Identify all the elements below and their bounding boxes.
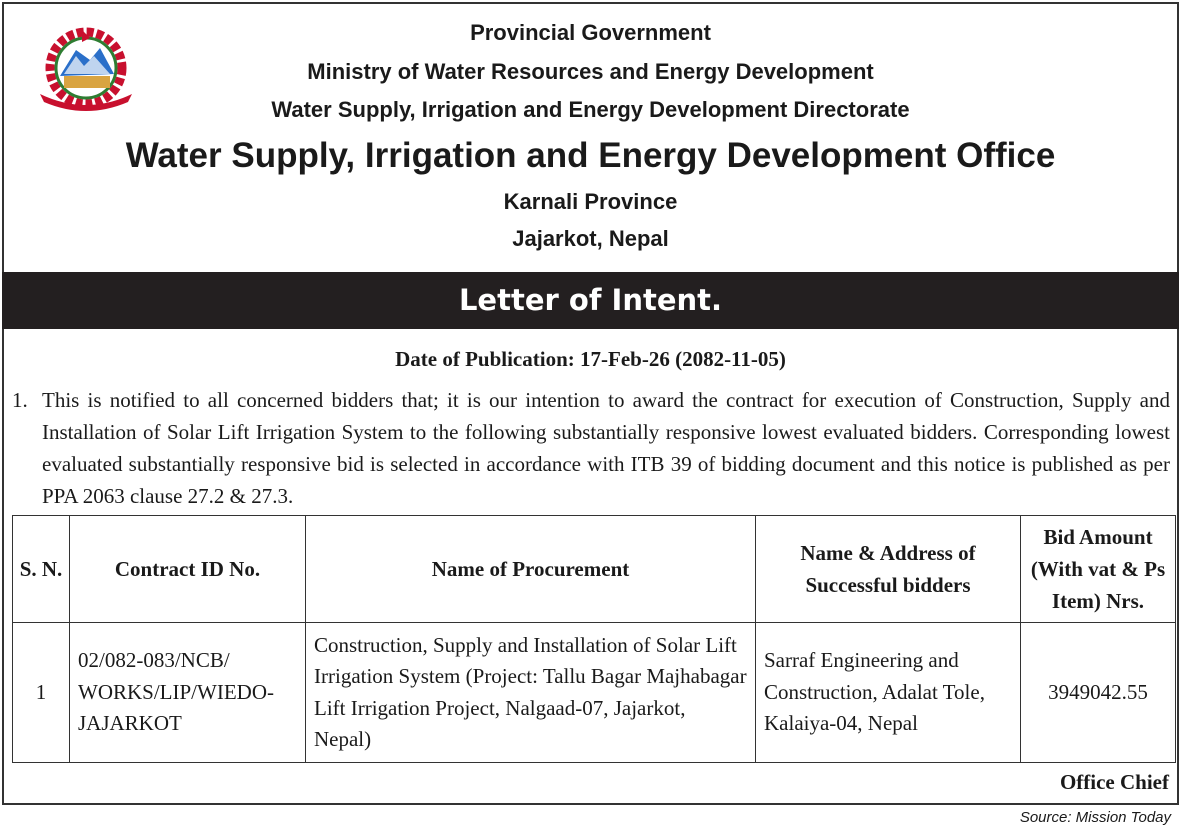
header-directorate: Water Supply, Irrigation and Energy Development Directorate [271, 97, 910, 122]
table-header-row [13, 516, 1176, 623]
notice-paragraph [12, 384, 1170, 512]
cell-amount: 3949042.55 [1021, 623, 1176, 763]
cell-sn: 1 [13, 623, 70, 763]
col-procurement: Name of Procurement [306, 516, 756, 623]
header-ministry: Ministry of Water Resources and Energy Development [307, 59, 874, 84]
signature-office-chief: Office Chief [1059, 770, 1169, 794]
header-province: Karnali Province [503, 189, 678, 214]
table-row [13, 623, 1176, 763]
col-contract-id: Contract ID No. [70, 516, 306, 623]
cell-contract-id: 02/082-083/NCB/ WORKS/LIP/WIEDO-JAJARKOT [70, 623, 306, 763]
source-credit: Source: Mission Today [1019, 809, 1171, 826]
col-sn: S. N. [13, 516, 70, 623]
col-bidder: Name & Address of Successful bidders [756, 516, 1021, 623]
header-office: Water Supply, Irrigation and Energy Development Office [125, 136, 1056, 175]
paragraph-text: This is notified to all concerned bidders that; it is our intention to award the contract for execution of Construction, Supply and Installation of Solar Lift Irrigation System to the following substantially responsive lowest evaluated bidders. Corresponding lowest evaluated substantially responsive bid is selected in accordance with ITB 39 of bidding document and this notice is published as per PPA 2063 clause 27.2 & 27.3. [42, 388, 1170, 508]
header-line1: Provincial Government [470, 20, 711, 45]
publication-date: Date of Publication: 17-Feb-26 (2082-11-05) [395, 347, 786, 371]
cell-procurement: Construction, Supply and Installation of Solar Lift Irrigation System (Project: Tallu Bagar Majhabagar Lift Irrigation Project, Nalgaad-07, Jajarkot, Nepal) [306, 623, 756, 763]
col-amount: Bid Amount (With vat & Ps Item) Nrs. [1021, 516, 1176, 623]
title-banner: Letter of Intent. [2, 272, 1179, 329]
header-location: Jajarkot, Nepal [512, 226, 669, 251]
cell-bidder: Sarraf Engineering and Construction, Adalat Tole, Kalaiya-04, Nepal [756, 623, 1021, 763]
paragraph-number: 1. [12, 388, 28, 412]
award-table [12, 515, 1176, 763]
